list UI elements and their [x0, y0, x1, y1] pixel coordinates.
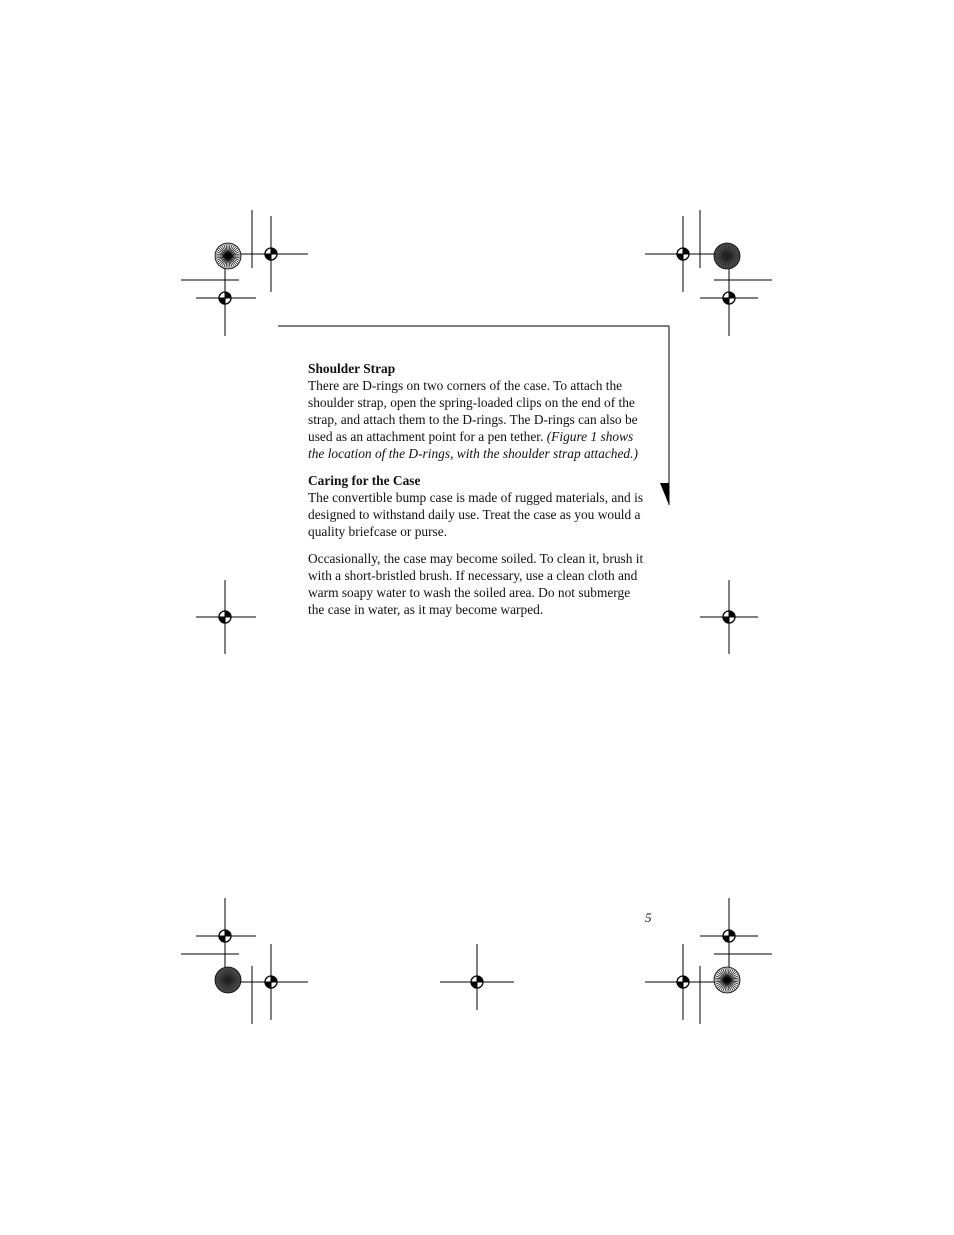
star-target [714, 243, 740, 269]
caring-paragraph-2: Occasionally, the case may become soiled. To clean it, brush it with a short-bristled brush. If necessary, use a clean cloth and warm soapy water to wash the soiled area. Do not submerge the case in water, as it may become warped. [308, 551, 644, 617]
section-heading-shoulder-strap: Shoulder Strap [308, 361, 396, 376]
figure-note: (Figure 1 shows the location of the D-rings, with the shoulder strap attached.) [308, 429, 638, 461]
section-heading-caring: Caring for the Case [308, 473, 421, 488]
content-text [308, 360, 648, 628]
shoulder-strap-body: There are D-rings on two corners of the case. To attach the shoulder strap, open the spring-loaded clips on the end of the strap, and attach them to the D-rings. The D-rings can also be used as an attachment point for a pen tether. [308, 378, 638, 444]
page-number: 5 [645, 910, 652, 925]
caring-paragraph-1: The convertible bump case is made of rugged materials, and is designed to withstand daily use. Treat the case as you would a quality briefcase or purse. [308, 490, 644, 539]
shoulder-strap-paragraph [308, 377, 648, 462]
star-target [215, 967, 241, 993]
star-target [215, 243, 241, 269]
star-target [714, 967, 740, 993]
